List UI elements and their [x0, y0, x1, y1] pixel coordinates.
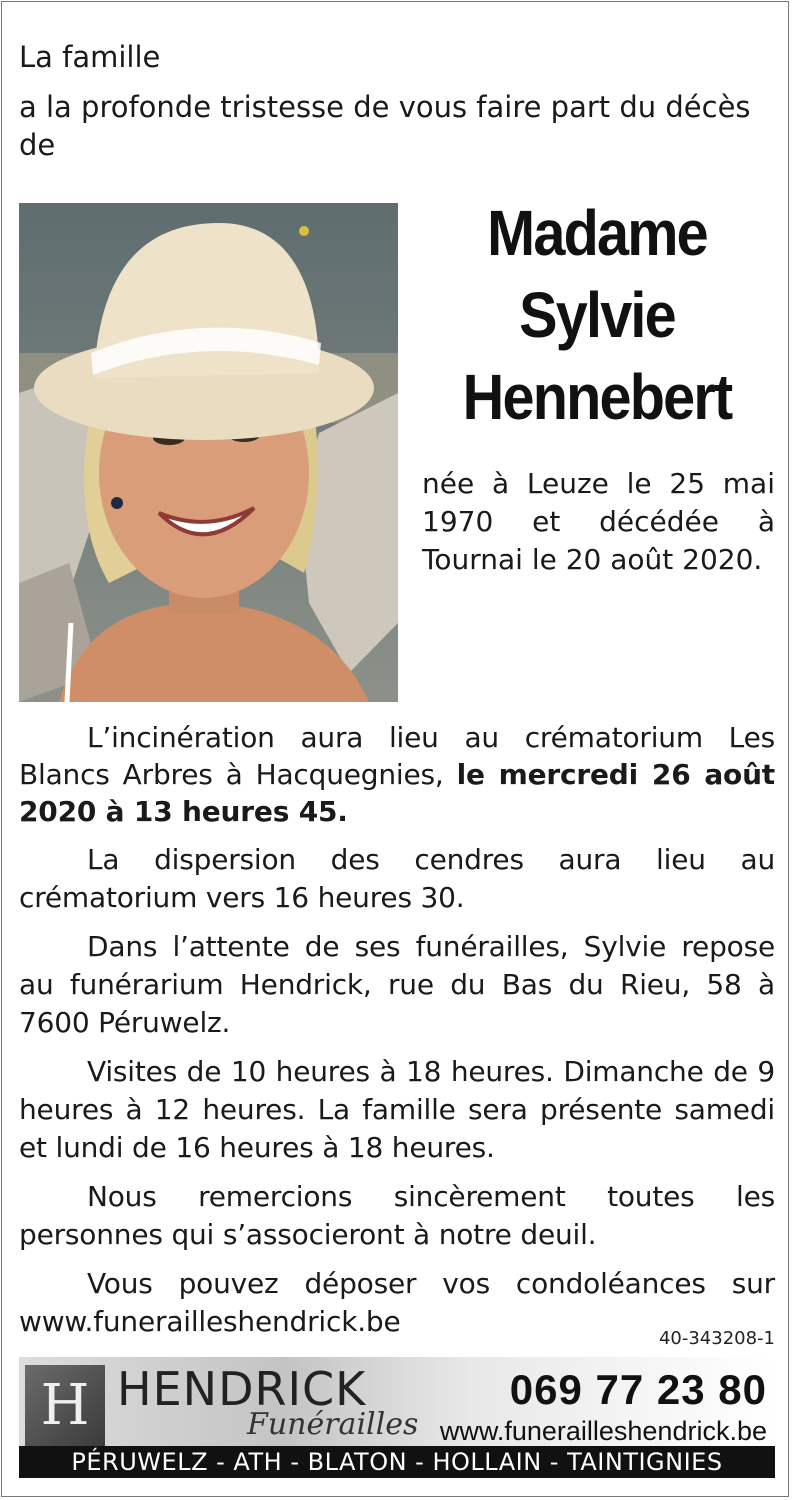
- visits-paragraph: Visites de 10 heures à 18 heures. Dimanche de 9 heures à 12 heures. La famille sera présente samedi et lundi de 16 heures à 18 heures.: [19, 1055, 775, 1164]
- funeral-home-ad: [19, 1357, 775, 1478]
- cremation-paragraph: [19, 719, 775, 830]
- birth-death-info: née à Leuze le 25 mai 1970 et décédée à Tournai le 20 août 2020.: [422, 467, 775, 576]
- intro-announcement: a la profonde tristesse de vous faire part du décès de: [19, 90, 751, 162]
- portrait-photo: [19, 203, 398, 702]
- deceased-first-name: Sylvie: [519, 279, 675, 351]
- obituary-notice: [1, 1, 789, 1497]
- logo-letter: H: [40, 1373, 90, 1438]
- deceased-name: [426, 192, 768, 438]
- intro-family: La famille: [19, 40, 161, 74]
- condolences-paragraph: Vous pouvez déposer vos condoléances sur www.funerailleshendrick.be: [19, 1267, 775, 1338]
- notice-body: [19, 719, 775, 1352]
- cremation-text: L’incinération aura lieu au crématorium Les Blancs Arbres à Hacquegnies,: [19, 721, 775, 791]
- towns-bar: PÉRUWELZ - ATH - BLATON - HOLLAIN - TAINTIGNIES: [19, 1446, 775, 1478]
- hendrick-logo: [25, 1365, 105, 1449]
- ashes-paragraph: La dispersion des cendres aura lieu au crématorium vers 16 heures 30.: [19, 843, 775, 914]
- cremation-date: le mercredi 26 août 2020 à 13 heures 45.: [19, 758, 775, 828]
- brand-name: HENDRICK: [117, 1362, 367, 1416]
- thanks-paragraph: Nous remercions sincèrement toutes les personnes qui s’associeront à notre deuil.: [19, 1180, 775, 1251]
- phone-number: 069 77 23 80: [509, 1366, 767, 1413]
- reference-number: 40-343208-1: [658, 1328, 775, 1349]
- brand-subtitle: Funérailles: [247, 1407, 419, 1442]
- website-link[interactable]: www.funerailleshendrick.be: [439, 1416, 767, 1446]
- deceased-title: Madame: [487, 197, 707, 269]
- deceased-last-name: Hennebert: [462, 361, 732, 433]
- funeral-home-paragraph: Dans l’attente de ses funérailles, Sylvie repose au funérarium Hendrick, rue du Bas du Rieu, 58 à 7600 Péruwelz.: [19, 930, 775, 1039]
